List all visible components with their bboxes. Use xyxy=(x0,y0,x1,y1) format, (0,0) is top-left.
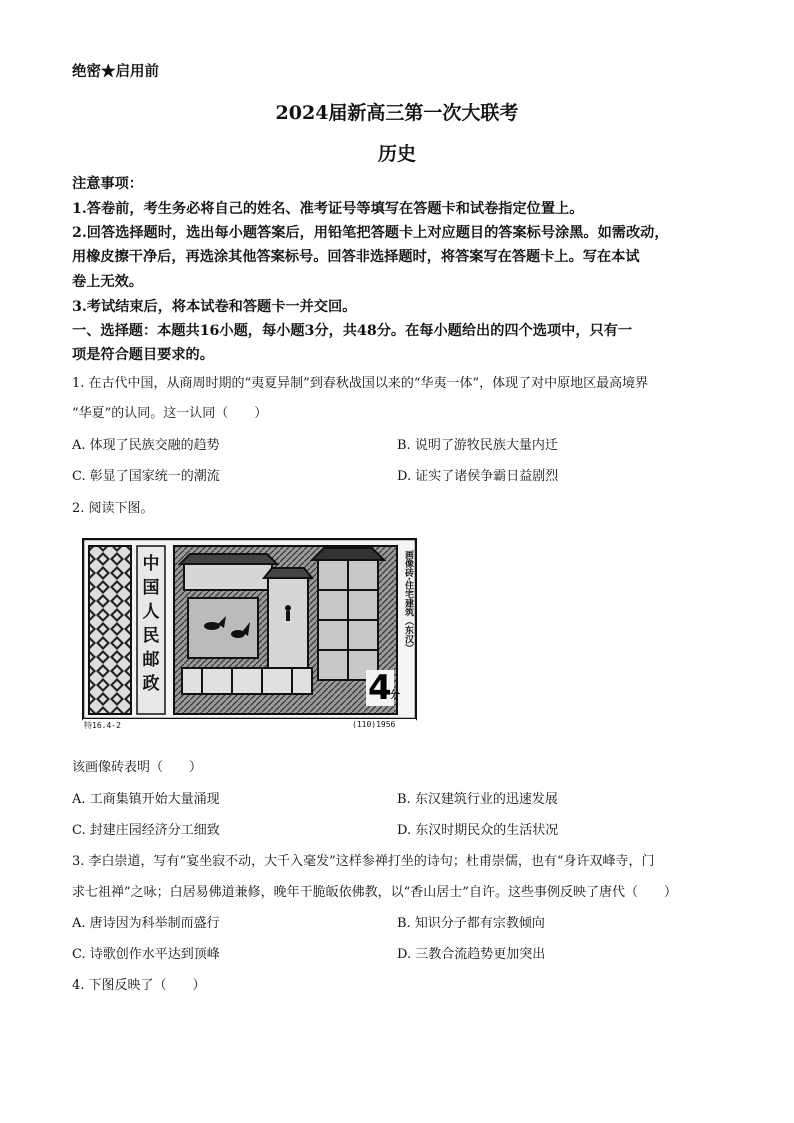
stamp-char: 人 xyxy=(142,602,160,622)
exam-title: 2024届新高三第一次大联考 xyxy=(275,102,519,124)
question-2-prompt: 该画像砖表明（ ） xyxy=(72,760,203,775)
question-2-option-c: C. 封建庄园经济分工细致 xyxy=(72,823,220,838)
stamp-caption: 画像砖·住宅建筑（东汉） xyxy=(403,550,413,653)
confidential-mark: 绝密★启用前 xyxy=(72,63,159,80)
stamp-char: 邮 xyxy=(142,650,160,670)
stamp-image xyxy=(82,538,417,730)
notice-item: 用橡皮擦干净后，再选涂其他答案标号。回答非选择题时，将答案写在答题卡上。写在本试 xyxy=(72,249,640,265)
stamp-char: 国 xyxy=(142,578,160,598)
stamp-code-left: 特16.4-2 xyxy=(84,721,121,730)
question-3-stem: 3. 李白崇道，写有“宴坐寂不动，大千入毫发”这样参禅打坐的诗句；杜甫崇儒，也有“身许双峰寺，门 xyxy=(72,854,655,869)
question-2-option-a: A. 工商集镇开始大量涌现 xyxy=(72,792,220,807)
question-2-stem: 2. 阅读下图。 xyxy=(72,501,154,516)
notice-item: 1.答卷前，考生务必将自己的姓名、准考证号等填写在答题卡和试卷指定位置上。 xyxy=(72,201,584,217)
question-3-stem-cont: 求七祖禅”之咏；白居易佛道兼修，晚年干脆皈依佛教，以“香山居士”自许。这些事例反映了唐代（ ） xyxy=(72,885,677,900)
subject-title: 历史 xyxy=(377,143,416,165)
stamp-char: 政 xyxy=(142,674,160,694)
notice-item: 3.考试结束后，将本试卷和答题卡一并交回。 xyxy=(72,299,357,315)
question-1-option-c: C. 彰显了国家统一的潮流 xyxy=(72,469,220,484)
question-3-option-b: B. 知识分子都有宗教倾向 xyxy=(397,916,545,931)
notice-item: 2.回答选择题时，选出每小题答案后，用铅笔把答题卡上对应题目的答案标号涂黑。如需改动， xyxy=(72,225,669,241)
question-2-option-d: D. 东汉时期民众的生活状况 xyxy=(397,823,559,838)
question-3-option-a: A. 唐诗因为科举制而盛行 xyxy=(72,916,220,931)
stamp-char: 中 xyxy=(142,554,160,574)
notice-item: 卷上无效。 xyxy=(72,274,143,290)
stamp-country-name xyxy=(139,552,163,696)
stamp-value-unit: 分 xyxy=(390,690,400,701)
section-heading: 一、选择题：本题共16小题，每小题3分，共48分。在每小题给出的四个选项中，只有一 xyxy=(72,323,633,339)
stamp-char: 民 xyxy=(142,626,160,646)
section-heading-cont: 项是符合题目要求的。 xyxy=(72,347,214,363)
question-1-option-b: B. 说明了游牧民族大量内迁 xyxy=(397,438,558,453)
question-1-stem-cont: “华夏”的认同。这一认同（ ） xyxy=(72,406,268,421)
question-1-option-a: A. 体现了民族交融的趋势 xyxy=(72,438,220,453)
question-1-stem: 1. 在古代中国，从商周时期的“夷夏异制”到春秋战国以来的“华夷一体”，体现了对中原地区最高境界 xyxy=(72,376,649,391)
question-1-option-d: D. 证实了诸侯争霸日益剧烈 xyxy=(397,469,559,484)
stamp-value: 4 xyxy=(368,668,392,708)
question-3-option-d: D. 三教合流趋势更加突出 xyxy=(397,947,546,962)
question-4-stem: 4. 下图反映了（ ） xyxy=(72,978,206,993)
question-3-option-c: C. 诗歌创作水平达到顶峰 xyxy=(72,947,220,962)
notice-heading: 注意事项： xyxy=(72,176,143,192)
question-2-option-b: B. 东汉建筑行业的迅速发展 xyxy=(397,792,558,807)
stamp-code-right: (110)1956 xyxy=(352,720,396,729)
